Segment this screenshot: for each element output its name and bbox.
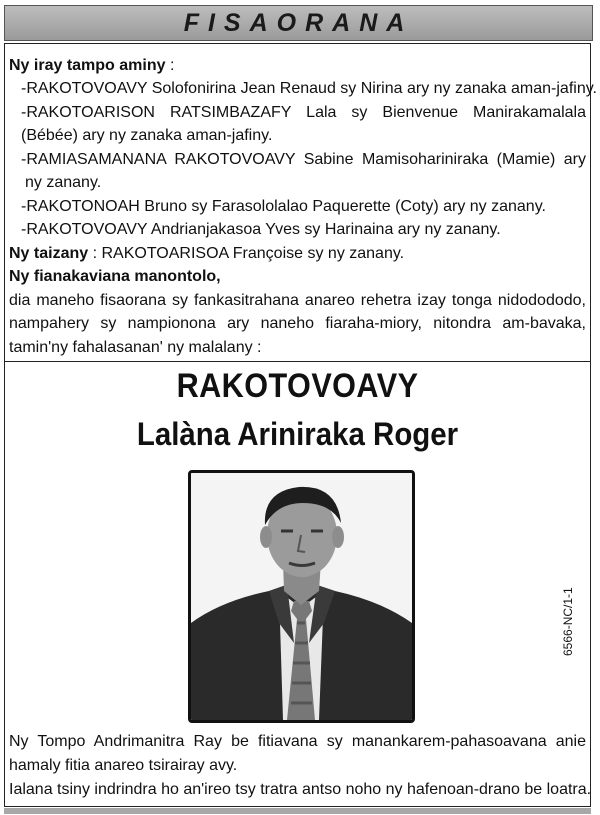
sibling-line-6: -RAKOTONOAH Bruno sy Farasololalao Paquerette (Coty) ary ny zanany.: [21, 198, 546, 215]
bottom-bar: [4, 808, 591, 814]
section-divider: [5, 361, 590, 362]
sibling-line-7: -RAKOTOVOAVY Andrianjakasoa Yves sy Harinaina ary ny zanany.: [21, 221, 501, 238]
portrait-illustration: [191, 473, 412, 720]
closing-line-1: Ny Tompo Andrimanitra Ray be fitiavana sy manankarem-pahasoavana anie: [9, 733, 586, 750]
sibling-line-5: ny zanany.: [25, 174, 102, 191]
closing-line-2: hamaly fitia anareo tsirairay avy.: [9, 757, 238, 774]
announce-line-1: dia maneho fisaorana sy fankasitrahana anareo rehetra izay tonga nidodododo,: [9, 292, 586, 309]
siblings-label: Ny iray tampo aminy: [9, 57, 166, 74]
foster-parent-text: : RAKOTOARISOA Françoise sy ny zanany.: [88, 245, 405, 262]
sibling-line-1: -RAKOTOVOAVY Solofonirina Jean Renaud sy Nirina ary ny zanaka aman-jafiny.: [21, 80, 597, 97]
foster-parent-line: [9, 242, 404, 266]
foster-parent-label: Ny taizany: [9, 245, 89, 262]
sibling-line-4: -RAMIASAMANANA RAKOTOVOAVY Sabine Mamisohariniraka (Mamie) ary: [21, 151, 586, 168]
sibling-line-2: -RAKOTOARISON RATSIMBAZAFY Lala sy Bienvenue Manirakamalala: [21, 104, 586, 121]
deceased-surname: RAKOTOVOAVY: [176, 367, 419, 405]
reference-code: 6566-NC/1-1: [561, 587, 575, 656]
siblings-sep: :: [165, 57, 175, 74]
announce-line-2: nampahery sy nampionona ary naneho fiaraha-miory, nitondra am-bavaka,: [9, 315, 586, 332]
announce-line-3: tamin'ny fahalasanan' ny malalany :: [9, 339, 262, 356]
header-banner: [4, 5, 593, 41]
closing-line-3: Ialana tsiny indrindra ho an'ireo tsy tratra antso noho ny hafenoan-drano be loatra.: [9, 781, 592, 798]
deceased-given-names: Lalàna Ariniraka Roger: [136, 416, 459, 452]
sibling-line-3: (Bébée) ary ny zanaka aman-jafiny.: [21, 127, 273, 144]
whole-family-label: Ny fianakaviana manontolo,: [9, 268, 221, 285]
siblings-heading: [9, 54, 174, 78]
portrait-photo: [188, 470, 415, 723]
notice-frame: [4, 43, 597, 807]
page-title: FISAORANA: [183, 8, 414, 37]
